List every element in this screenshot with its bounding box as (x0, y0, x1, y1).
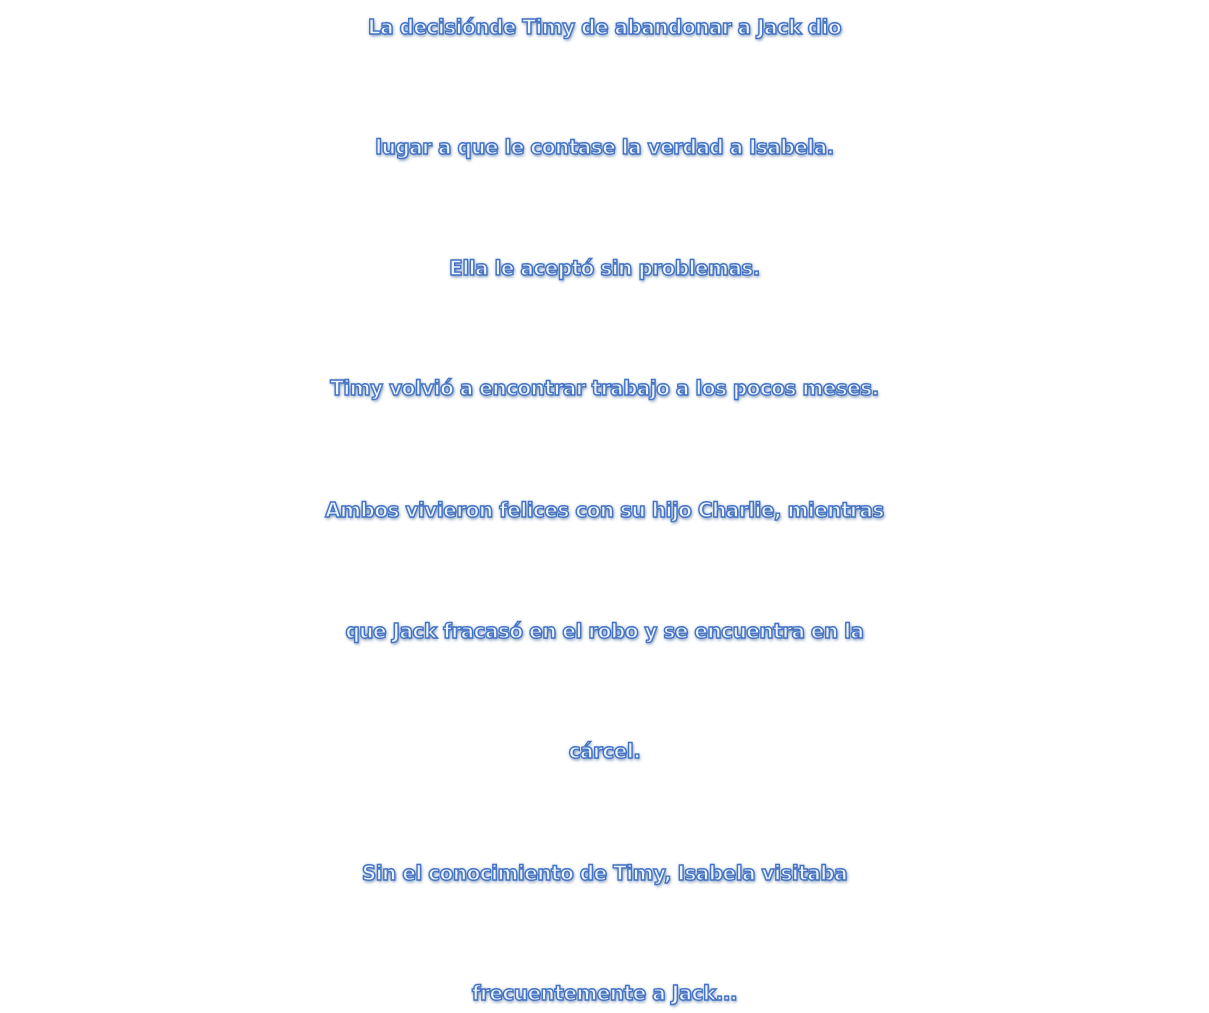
story-line-5: Ambos vivieron felices con su hijo Charlie, mientras (325, 498, 884, 522)
story-line-2: lugar a que le contase la verdad a Isabela. (375, 135, 834, 159)
story-line-6: que Jack fracasó en el robo y se encuentra en la (345, 619, 864, 643)
story-line-4: Timy volvió a encontrar trabajo a los pocos meses. (330, 376, 879, 400)
story-line-1: La decisiónde Timy de abandonar a Jack dio (367, 15, 842, 39)
story-line-9: frecuentemente a Jack... (471, 981, 738, 1005)
story-line-7: cárcel. (568, 739, 641, 763)
story-line-8: Sin el conocimiento de Timy, Isabela visitaba (361, 861, 848, 885)
story-line-3: Ella le aceptó sin problemas. (449, 256, 760, 280)
